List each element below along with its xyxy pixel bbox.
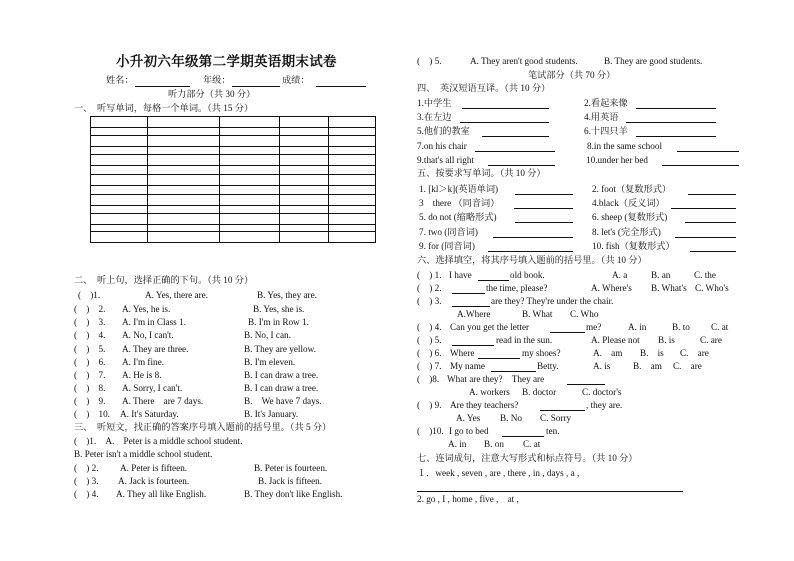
- option-a: A.Where: [457, 309, 491, 319]
- option-b: B. We have 7 days.: [244, 396, 322, 406]
- option-a: A. They are three.: [122, 344, 189, 354]
- word-item: 9. for (同音词): [419, 241, 475, 251]
- grid-row[interactable]: [90, 154, 376, 166]
- answer-line[interactable]: [671, 208, 736, 209]
- answer-bracket[interactable]: ( ) 1.: [417, 270, 442, 280]
- grid-row[interactable]: [90, 174, 376, 186]
- dictation-grid[interactable]: [90, 116, 376, 243]
- answer-bracket[interactable]: ( ) 6.: [74, 357, 106, 367]
- answer-bracket[interactable]: ( ) 5.: [417, 335, 442, 345]
- question-stem-end: Betty.: [537, 361, 559, 371]
- answer-line[interactable]: [626, 122, 716, 123]
- answer-bracket[interactable]: ( ) 6.: [417, 348, 442, 358]
- answer-line[interactable]: [417, 491, 683, 492]
- answer-line[interactable]: [690, 251, 736, 252]
- written-part-heading: 笔试部分（共 70 分）: [528, 70, 616, 80]
- option-c: C. are: [673, 361, 702, 371]
- answer-line[interactable]: [636, 108, 716, 109]
- answer-bracket[interactable]: ( ) 7.: [74, 370, 106, 380]
- option-a: A. a: [612, 270, 628, 280]
- reorder-question-1: １．week , seven , are , there , in , days , a ,: [417, 468, 580, 478]
- section-1-title: 一、 听写单词，每格一个单词。（共 15 分）: [74, 103, 254, 113]
- answer-line[interactable]: [636, 136, 716, 137]
- option-b: B. is: [640, 348, 664, 358]
- answer-bracket[interactable]: ( )8.: [417, 374, 440, 384]
- answer-bracket[interactable]: ( )1.: [78, 290, 101, 300]
- word-item: 3 there （同音词）: [419, 198, 500, 208]
- answer-bracket[interactable]: ( ) 5.: [74, 344, 106, 354]
- answer-line[interactable]: [567, 384, 605, 385]
- section-3-q1-a: ( )1. A. Peter is a middle school student.: [74, 436, 243, 446]
- grid-row[interactable]: [90, 116, 376, 128]
- option-b: B. Peter is fourteen.: [254, 463, 328, 473]
- exam-title: 小升初六年级第二学期英语期末试卷: [116, 54, 337, 69]
- option-b: B. is: [658, 335, 675, 345]
- grade-label: 年级：: [203, 75, 231, 85]
- grid-column-line: [375, 116, 376, 243]
- phrase-item: 1.中学生: [417, 98, 452, 108]
- question-stem: are they? They're under the chair.: [491, 296, 614, 306]
- option-b: B. It's January.: [244, 409, 299, 419]
- option-c: C. are: [700, 335, 722, 345]
- question-stem: Are they teachers?: [450, 400, 519, 410]
- answer-line[interactable]: [482, 136, 549, 137]
- question-stem-end: me?: [586, 322, 602, 332]
- name-label: 姓名：: [106, 75, 134, 85]
- grid-column-line: [279, 116, 280, 243]
- answer-line[interactable]: [675, 237, 736, 238]
- option-b: B. am: [633, 361, 662, 371]
- answer-line[interactable]: [515, 222, 573, 223]
- grade-blank[interactable]: [232, 86, 280, 87]
- option-a: A. I'm in Class 1.: [122, 317, 186, 327]
- answer-line[interactable]: [475, 151, 555, 152]
- answer-line[interactable]: [677, 151, 739, 152]
- question-stem-end: my shoes?: [522, 348, 561, 358]
- phrase-item: 3.在左边: [417, 112, 452, 122]
- option-b: B. Yes, she is.: [253, 304, 305, 314]
- question-stem: read in the sun.: [496, 335, 553, 345]
- answer-line[interactable]: [452, 306, 490, 307]
- option-b: B. I can draw a tree.: [244, 370, 319, 380]
- answer-line[interactable]: [488, 165, 555, 166]
- answer-bracket[interactable]: ( ) 4.: [417, 322, 442, 332]
- score-label: 成绩：: [282, 75, 310, 85]
- grid-row[interactable]: [90, 135, 376, 147]
- answer-bracket[interactable]: ( ) 3.: [74, 317, 106, 327]
- answer-bracket[interactable]: ( ) 5.: [417, 56, 442, 66]
- option-b: B. to: [672, 322, 690, 332]
- word-item: 2. foot（复数形式）: [592, 184, 672, 194]
- phrase-item: 6.十四只羊: [584, 126, 628, 136]
- answer-line[interactable]: [515, 194, 573, 195]
- section-3-title: 三、 听短文，找正确的答案序号填入题前的括号里。（共 5 分）: [74, 422, 332, 432]
- section-5-title: 五、按要求写单词。（共 10 分）: [417, 168, 546, 178]
- grid-row[interactable]: [90, 213, 376, 225]
- answer-bracket[interactable]: ( ) 3.: [74, 476, 99, 486]
- option-a: A. Sorry, I can't.: [122, 383, 183, 393]
- option-c: C. at: [523, 439, 541, 449]
- answer-line[interactable]: [550, 332, 585, 333]
- section-2-title: 二、 听上句，选择正确的下句。（共 10 分）: [74, 275, 254, 285]
- option-a: A. They aren't good students.: [470, 56, 578, 66]
- option-c: C. the: [694, 270, 716, 280]
- option-a: A. Jack is fourteen.: [118, 476, 190, 486]
- answer-line[interactable]: [491, 371, 536, 372]
- answer-bracket[interactable]: ( ) 2.: [74, 304, 106, 314]
- word-item: 7. two (同音词): [419, 227, 478, 237]
- answer-line[interactable]: [478, 358, 520, 359]
- option-b: B. What's: [651, 283, 687, 293]
- question-stem: I have: [449, 270, 472, 280]
- option-a: A. There are 7 days.: [122, 396, 204, 406]
- option-a: A. in: [628, 322, 647, 332]
- option-b: B. They are yellow.: [244, 344, 316, 354]
- answer-line[interactable]: [478, 280, 509, 281]
- question-stem-end: ten.: [546, 426, 560, 436]
- answer-bracket[interactable]: ( )10.: [417, 426, 444, 436]
- grid-row[interactable]: [90, 231, 376, 243]
- section-6-title: 六、选择填空，将其序号填入题前的括号里。（共 10 分）: [417, 255, 647, 265]
- answer-line[interactable]: [488, 251, 573, 252]
- option-a: A. Where's: [591, 283, 632, 293]
- answer-bracket[interactable]: ( ) 9.: [417, 400, 442, 410]
- answer-line[interactable]: [493, 237, 573, 238]
- question-stem-end: , they are.: [586, 400, 623, 410]
- phrase-item: 2.看起来像: [584, 98, 628, 108]
- word-item: 5. do not (缩略形式): [419, 212, 497, 222]
- option-a: A. It's Saturday.: [120, 409, 179, 419]
- name-blank[interactable]: [135, 86, 190, 87]
- answer-bracket[interactable]: ( ) 8.: [74, 383, 106, 393]
- phrase-item: 4.用英语: [584, 112, 619, 122]
- question-stem: Can you get the letter: [450, 322, 530, 332]
- answer-line[interactable]: [460, 122, 549, 123]
- question-stem: My name: [450, 361, 485, 371]
- option-a: A. Yes, he is.: [122, 304, 171, 314]
- option-a: A. am: [593, 348, 623, 358]
- phrase-item: 7.on his chair: [417, 141, 467, 151]
- option-a: A. Yes: [456, 413, 481, 423]
- answer-line[interactable]: [514, 208, 573, 209]
- option-b: B. doctor: [522, 387, 557, 397]
- score-blank[interactable]: [316, 86, 366, 87]
- question-stem: What are they? They are: [447, 374, 545, 384]
- answer-bracket[interactable]: ( ) 10.: [74, 409, 110, 419]
- phrase-item: 5.他们的教室: [417, 126, 470, 136]
- option-b: B. They don't like English.: [244, 489, 343, 499]
- option-a: A. No, I can't.: [122, 330, 174, 340]
- answer-line[interactable]: [662, 165, 739, 166]
- option-b: B. They are good students.: [604, 56, 703, 66]
- option-b: B. No, I can.: [244, 330, 291, 340]
- answer-line[interactable]: [685, 222, 736, 223]
- answer-bracket[interactable]: ( ) 4.: [74, 489, 99, 499]
- option-a: A. in: [448, 439, 467, 449]
- option-a: A. Yes, there are.: [145, 290, 209, 300]
- option-a: A. Peter is fifteen.: [120, 463, 188, 473]
- option-b: B. I'm in Row 1.: [248, 317, 309, 327]
- word-item: 6. sheep (复数形式): [592, 212, 668, 222]
- section-4-title: 四、 英汉短语互译。（共 10 分）: [417, 83, 551, 93]
- phrase-item: 10.under her bed: [586, 155, 648, 165]
- option-c: C. doctor's: [582, 387, 622, 397]
- grid-row[interactable]: [90, 194, 376, 206]
- question-stem-end: old book.: [510, 270, 545, 280]
- word-item: 8. let's (完全形式): [592, 227, 661, 237]
- option-a: A. I'm fine.: [122, 357, 164, 367]
- option-b: B. No: [500, 413, 522, 423]
- question-stem: the time, please?: [486, 283, 548, 293]
- answer-line[interactable]: [540, 410, 585, 411]
- option-c: C. Who: [570, 309, 599, 319]
- option-a: A. is: [593, 361, 611, 371]
- phrase-item: 8.in the same school: [587, 141, 663, 151]
- grid-column-line: [147, 116, 148, 243]
- grid-column-line: [90, 116, 91, 243]
- option-c: C. Who's: [695, 283, 729, 293]
- grid-column-line: [219, 116, 220, 243]
- section-3-q1-b: B. Peter isn't a middle school student.: [74, 449, 213, 459]
- option-c: C. at: [711, 322, 729, 332]
- option-b: B. What: [522, 309, 553, 319]
- answer-line[interactable]: [452, 293, 485, 294]
- option-a: A. He is 8.: [122, 370, 162, 380]
- answer-bracket[interactable]: ( ) 3.: [417, 296, 442, 306]
- option-b: B. an: [651, 270, 671, 280]
- option-a: A. They all like English.: [116, 489, 207, 499]
- option-b: B. Yes, they are.: [257, 290, 317, 300]
- word-item: 1. [kl＞k](英语单词): [419, 184, 499, 194]
- option-c: C. are: [680, 348, 709, 358]
- option-a: A. Please not: [591, 335, 640, 345]
- reorder-question-2: 2. go , I , home , five , at ,: [417, 494, 519, 504]
- listening-part-heading: 听力部分（共 30 分）: [168, 89, 256, 99]
- answer-bracket[interactable]: ( ) 4.: [74, 330, 106, 340]
- option-b: B. I'm eleven.: [244, 357, 296, 367]
- word-item: 10. fish（复数形式）: [592, 241, 675, 251]
- option-b: B. on: [484, 439, 504, 449]
- option-b: B. Jack is fifteen.: [258, 476, 323, 486]
- answer-line[interactable]: [688, 194, 736, 195]
- word-item: 4.black（反义词）: [592, 198, 665, 208]
- option-c: C. Sorry: [540, 413, 572, 423]
- grid-column-line: [328, 116, 329, 243]
- answer-line[interactable]: [452, 345, 494, 346]
- answer-line[interactable]: [502, 436, 544, 437]
- answer-bracket[interactable]: ( ) 2.: [417, 283, 442, 293]
- answer-bracket[interactable]: ( ) 9.: [74, 396, 106, 406]
- option-a: A. workers: [469, 387, 510, 397]
- question-stem: Where: [450, 348, 475, 358]
- answer-bracket[interactable]: ( ) 2.: [74, 463, 99, 473]
- option-b: B. I can draw a tree.: [244, 383, 319, 393]
- phrase-item: 9.that's all right: [417, 155, 475, 165]
- answer-line[interactable]: [462, 108, 549, 109]
- question-stem: I go to bed: [449, 426, 489, 436]
- answer-bracket[interactable]: ( ) 7.: [417, 361, 442, 371]
- section-7-title: 七、连词成句，注意大写形式和标点符号。（共 10 分）: [417, 453, 638, 463]
